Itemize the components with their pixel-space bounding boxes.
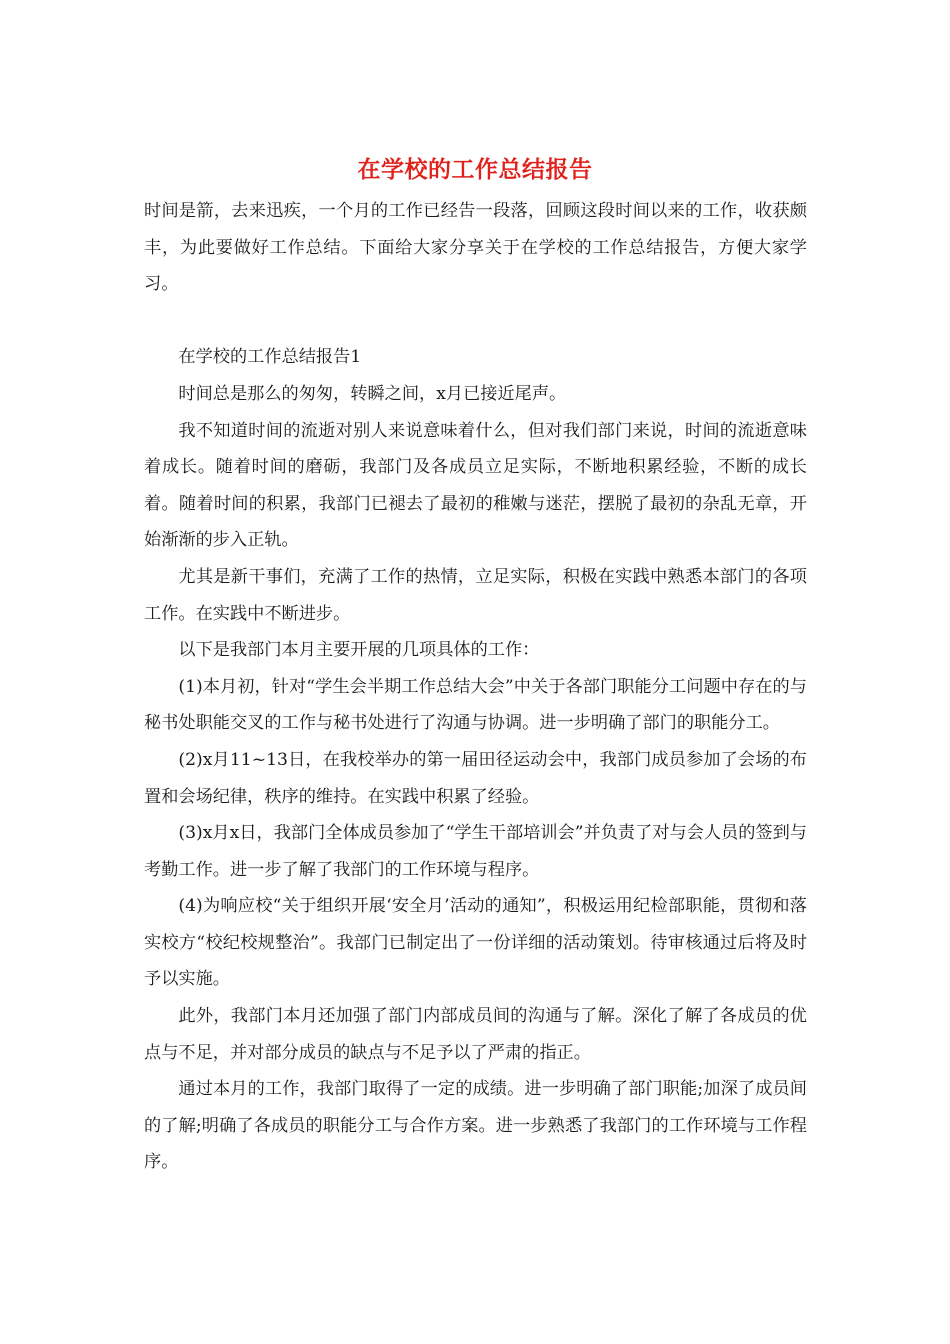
paragraph: 时间总是那么的匆匆，转瞬之间，x月已接近尾声。	[178, 383, 567, 404]
paragraph: 通过本月的工作，我部门取得了一定的成绩。进一步明确了部门职能;加深了成员间的了解;明确了各成员的职能分工与合作方案。进一步熟悉了我部门的工作环境与工作程序。	[144, 1079, 807, 1173]
list-item-paragraph: (2)x月11~13日，在我校举办的第一届田径运动会中，我部门成员参加了会场的布置和会场纪律，秩序的维持。在实践中积累了经验。	[144, 749, 807, 807]
list-item-paragraph: (4)为响应校“关于组织开展‘安全月’活动的通知”，积极运用纪检部职能，贯彻和落实校方“校纪校规整治”。我部门已制定出了一份详细的活动策划。待审核通过后将及时予以实施。	[144, 896, 807, 990]
list-item-paragraph: (3)x月x日，我部门全体成员参加了“学生干部培训会”并负责了对与会人员的签到与考勤工作。进一步了解了我部门的工作环境与程序。	[144, 823, 807, 880]
paragraph: 此外，我部门本月还加强了部门内部成员间的沟通与了解。深化了解了各成员的优点与不足，并对部分成员的缺点与不足予以了严肃的指正。	[144, 1006, 807, 1063]
paragraph: 以下是我部门本月主要开展的几项具体的工作：	[178, 640, 540, 661]
paragraph: 尤其是新干事们，充满了工作的热情，立足实际，积极在实践中熟悉本部门的各项工作。在实践中不断进步。	[144, 566, 807, 624]
intro-paragraph: 时间是箭，去来迅疾，一个月的工作已经告一段落，回顾这段时间以来的工作，收获颇丰，为此要做好工作总结。下面给大家分享关于在学校的工作总结报告，方便大家学习。	[144, 201, 807, 295]
list-item-paragraph: (1)本月初，针对“学生会半期工作总结大会”中关于各部门职能分工问题中存在的与秘书处职能交叉的工作与秘书处进行了沟通与协调。进一步明确了部门的职能分工。	[144, 676, 807, 734]
document-title: 在学校的工作总结报告	[357, 156, 593, 183]
section-heading: 在学校的工作总结报告1	[178, 347, 362, 368]
paragraph: 我不知道时间的流逝对别人来说意味着什么，但对我们部门来说，时间的流逝意味着成长。随着时间的磨砺，我部门及各成员立足实际，不断地积累经验，不断的成长着。随着时间的积累，我部门已褪去了最初的稚嫩与迷茫，摆脱了最初的杂乱无章，开始渐渐的步入正轨。	[144, 420, 807, 551]
document-body	[144, 193, 807, 1181]
